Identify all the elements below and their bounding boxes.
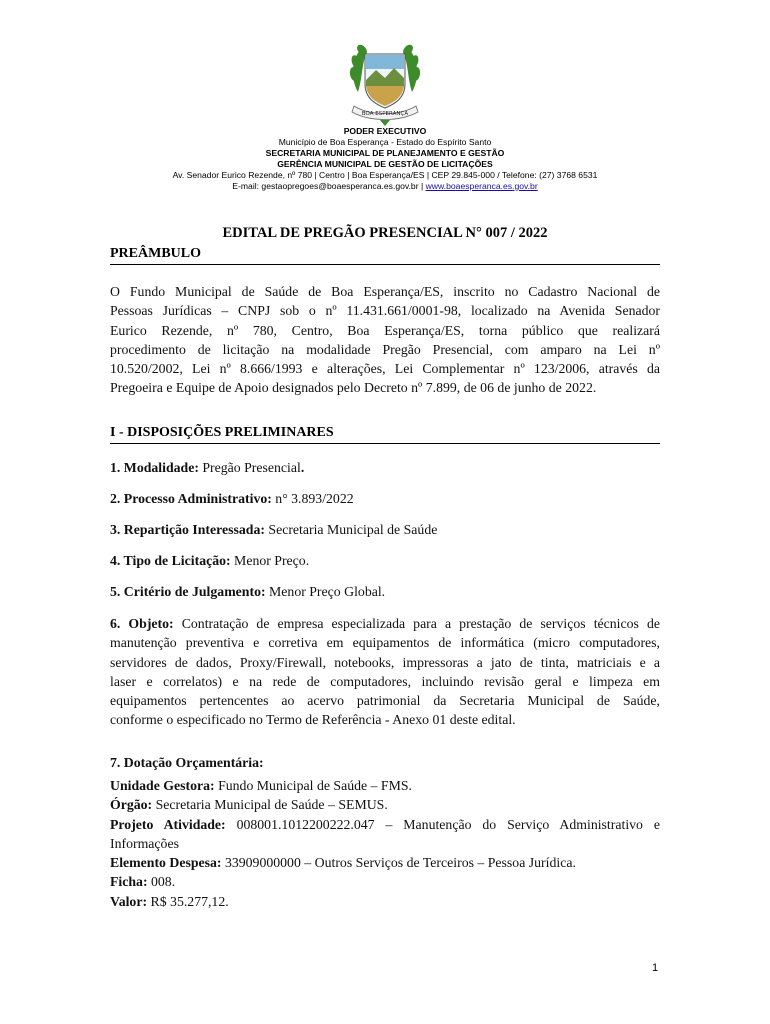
item-modalidade — [110, 458, 660, 477]
projeto-label: Projeto Atividade: — [110, 816, 226, 832]
header-contact — [0, 181, 770, 192]
section-heading-preliminary: I - DISPOSIÇÕES PRELIMINARES — [110, 425, 660, 444]
item-value: Menor Preço. — [230, 553, 310, 568]
projeto-atividade — [110, 815, 660, 834]
projeto-continuation: Informações — [110, 835, 179, 851]
item-label: 5. Critério de Julgamento: — [110, 584, 266, 599]
letterhead — [0, 126, 770, 192]
item-criterio — [110, 582, 660, 601]
header-address: Av. Senador Eurico Rezende, nº 780 | Centro | Boa Esperança/ES | CEP 29.845-000 / Telefone: (27) 3768 6531 — [172, 170, 598, 180]
website-link[interactable]: www.boaesperanca.es.gov.br — [425, 181, 538, 191]
objeto-first-line — [110, 614, 660, 633]
objeto-line: laser e correlatos) e na rede de computadores, incluindo revisão geral e limpeza em — [110, 673, 660, 689]
header-email: E-mail: gestaopregoes@boaesperanca.es.gov.br | — [232, 181, 426, 191]
header-management: GERÊNCIA MUNICIPAL DE GESTÃO DE LICITAÇÕES — [277, 159, 493, 169]
item-label: 2. Processo Administrativo: — [110, 491, 272, 506]
header-municipality: Município de Boa Esperança - Estado do Espírito Santo — [278, 137, 492, 147]
ficha-label: Ficha: — [110, 874, 148, 890]
preamble-heading: PREÂMBULO — [110, 246, 660, 265]
item-label: 3. Repartição Interessada: — [110, 522, 265, 537]
objeto-line: equipamentos pertencentes ao acervo patrimonial da Secretaria Municipal de Saúde, — [110, 693, 660, 709]
preamble-line: procedimento de licitação na modalidade Pregão Presencial, com amparo na Lei nº — [110, 341, 660, 357]
ficha — [110, 872, 660, 891]
item-tipo — [110, 551, 660, 570]
unidade-gestora — [110, 776, 660, 795]
unidade-value: Fundo Municipal de Saúde – FMS. — [214, 778, 412, 793]
valor — [110, 892, 660, 911]
preamble-line: 10.520/2002, Lei nº 8.666/1993 e alterações, Lei Complementar nº 123/2006, através da — [110, 361, 660, 377]
objeto-line: conforme o especificado no Termo de Referência - Anexo 01 deste edital. — [110, 712, 516, 728]
objeto-line: manutenção preventiva e corretiva em equipamentos de informática (micro computadores, — [110, 635, 660, 651]
item-value: Menor Preço Global. — [265, 584, 386, 599]
objeto-line: servidores de dados, Proxy/Firewall, notebooks, impressoras a jato de tinta, matriciais e a — [110, 654, 660, 670]
orgao — [110, 795, 660, 814]
item-suffix: . — [300, 460, 305, 475]
item-value: n° 3.893/2022 — [271, 491, 354, 506]
header-power: PODER EXECUTIVO — [343, 126, 427, 136]
valor-label: Valor: — [110, 893, 148, 909]
preamble-line: Pregoeira e Equipe de Apoio designados pelo Decreto nº 7.899, de 06 de junho de 2022. — [110, 380, 597, 396]
objeto-text: Contratação de empresa especializada para a prestação de serviços técnicos de — [173, 616, 660, 631]
objeto-paragraph — [110, 614, 660, 730]
item-label: 4. Tipo de Licitação: — [110, 553, 231, 568]
projeto-value: 008001.1012200222.047 – Manutenção do Serviço Administrativo e — [225, 816, 660, 832]
item-processo — [110, 489, 660, 508]
item-value: Secretaria Municipal de Saúde — [264, 522, 438, 537]
ficha-value: 008. — [147, 874, 176, 890]
dotacao-details — [110, 776, 660, 911]
elemento-value: 33909000000 – Outros Serviços de Terceiros – Pessoa Jurídica. — [221, 855, 576, 871]
municipal-coat-of-arms — [340, 40, 430, 128]
elemento-label: Elemento Despesa: — [110, 855, 222, 871]
logo-lettering: BOA ESPERANÇA — [361, 111, 409, 117]
document-title: EDITAL DE PREGÃO PRESENCIAL N° 007 / 2022 — [222, 225, 548, 241]
preamble-line: Pessoas Jurídicas – CNPJ sob o nº 11.431.661/0001-98, localizado na Avenida Senador — [110, 303, 660, 319]
preamble-line: Eurico Rezende, nº 780, Centro, Boa Esperança/ES, torna público que realizará — [110, 322, 660, 338]
unidade-label: Unidade Gestora: — [110, 778, 215, 793]
item-reparticao — [110, 520, 660, 539]
preamble-line: O Fundo Municipal de Saúde de Boa Esperança/ES, inscrito no Cadastro Nacional de — [110, 284, 660, 299]
dotacao-heading: 7. Dotação Orçamentária: — [110, 755, 264, 770]
item-value: Pregão Presencial — [198, 460, 301, 475]
elemento-despesa — [110, 853, 660, 872]
header-secretariat: SECRETARIA MUNICIPAL DE PLANEJAMENTO E GESTÃO — [265, 148, 505, 158]
objeto-label: 6. Objeto: — [110, 616, 174, 631]
page-number: 1 — [651, 962, 659, 974]
orgao-value: Secretaria Municipal de Saúde – SEMUS. — [152, 797, 388, 813]
orgao-label: Órgão: — [110, 797, 153, 813]
preamble-paragraph — [110, 282, 660, 398]
item-label: 1. Modalidade: — [110, 460, 199, 475]
valor-value: R$ 35.277,12. — [147, 893, 229, 909]
